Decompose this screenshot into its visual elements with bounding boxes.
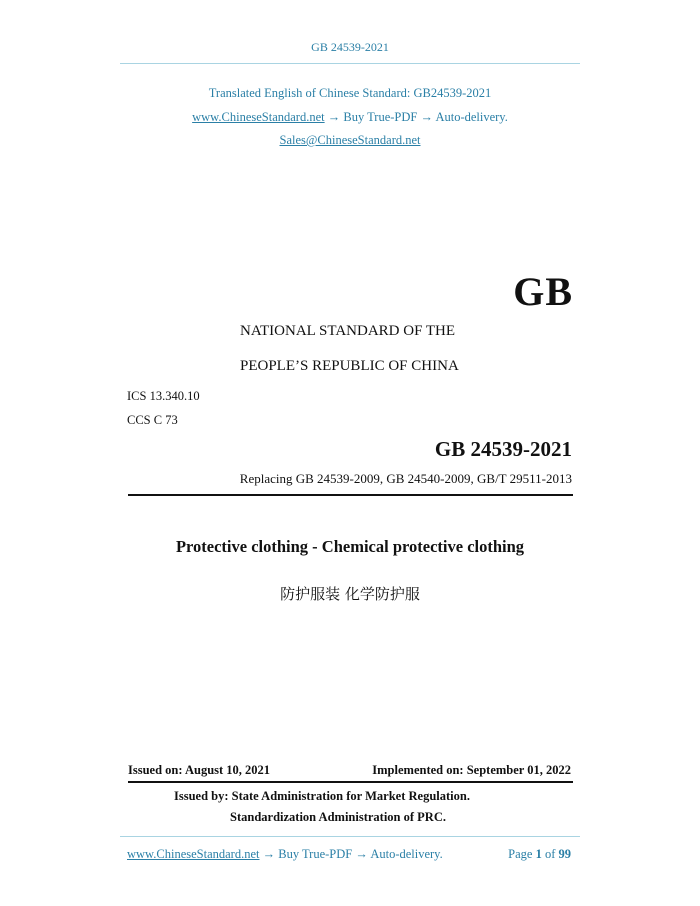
issued-divider (128, 781, 573, 783)
footer-site-link[interactable]: www.ChineseStandard.net (127, 847, 260, 861)
replacing-note: Replacing GB 24539-2009, GB 24540-2009, GB/T 29511-2013 (239, 471, 572, 486)
implemented-on: Implemented on: September 01, 2022 (372, 763, 571, 777)
national-standard-line2: PEOPLE’S REPUBLIC OF CHINA (240, 358, 459, 374)
sales-email-link[interactable]: Sales@ChineseStandard.net (279, 133, 421, 147)
issued-by-line2: Standardization Administration of PRC. (230, 810, 446, 824)
buy-pdf-text: Buy True-PDF (343, 110, 418, 124)
footer-promo-line (127, 847, 443, 862)
footer-divider (120, 836, 580, 837)
page-label: Page (508, 847, 533, 861)
page-current: 1 (535, 847, 542, 861)
footer-auto-delivery-text: Auto-delivery. (370, 847, 443, 861)
title-divider (128, 494, 573, 496)
chinese-title: 防护服装 化学防护服 (280, 585, 420, 603)
issued-by-line1: Issued by: State Administration for Market Regulation. (174, 789, 470, 803)
page-indicator (508, 847, 571, 862)
translated-notice: Translated English of Chinese Standard: GB24539-2021 (208, 86, 492, 100)
page-total: 99 (558, 847, 571, 861)
header-divider (120, 63, 580, 64)
auto-delivery-text: Auto-delivery. (435, 110, 508, 124)
standard-number: GB 24539-2021 (434, 437, 572, 461)
footer-buy-pdf-text: Buy True-PDF (278, 847, 353, 861)
arrow-right-icon: → (262, 847, 276, 861)
gb-mark: GB (513, 269, 573, 314)
national-standard-line1: NATIONAL STANDARD OF THE (240, 323, 456, 339)
arrow-right-icon: → (420, 110, 433, 124)
issued-on: Issued on: August 10, 2021 (128, 763, 271, 777)
site-link[interactable]: www.ChineseStandard.net (192, 110, 325, 124)
english-title: Protective clothing - Chemical protective clothing (175, 537, 525, 556)
arrow-right-icon: → (355, 847, 368, 861)
ccs-code: CCS C 73 (127, 413, 178, 427)
arrow-right-icon: → (327, 110, 341, 124)
ics-code: ICS 13.340.10 (127, 389, 200, 403)
site-promo-line (0, 110, 700, 125)
page-of-label: of (544, 847, 556, 861)
running-header-title: GB 24539-2021 (311, 40, 389, 54)
